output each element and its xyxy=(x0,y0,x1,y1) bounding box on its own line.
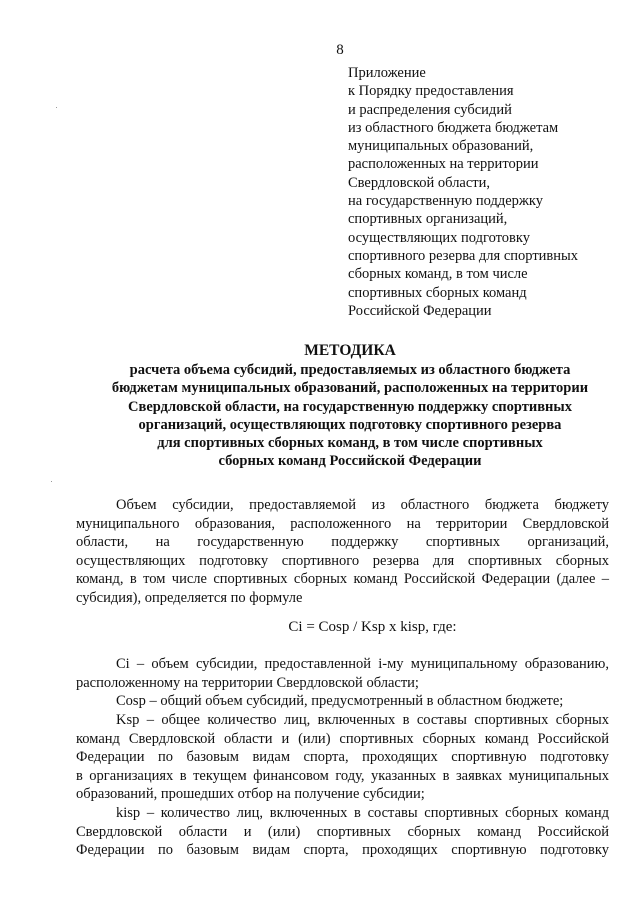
appendix-line: к Порядку предоставления xyxy=(348,83,514,100)
appendix-line: Российской Федерации xyxy=(348,302,492,319)
appendix-header xyxy=(348,64,608,320)
scan-speck xyxy=(56,107,57,108)
intro-paragraph xyxy=(76,496,609,608)
paragraph-line: муниципального образования, расположенного на территории Свердловской xyxy=(76,515,609,532)
paragraph-line: в организациях в текущем финансовом году, указанных в заявках муниципальных xyxy=(76,767,609,784)
page-number: 8 xyxy=(336,42,344,58)
definition-cosp xyxy=(76,692,609,711)
paragraph-line: Федерации по базовым видам спорта, проходящих спортивную подготовку xyxy=(76,749,609,766)
appendix-line: спортивного резерва для спортивных xyxy=(348,247,579,264)
document-subtitle-line: бюджетам муниципальных образований, расположенных на территории xyxy=(111,380,589,397)
definition-kisp xyxy=(76,804,609,860)
paragraph-line: команд, в том числе спортивных сборных команд Российской Федерации (далее – xyxy=(76,571,609,588)
appendix-line: сборных команд, в том числе xyxy=(348,266,528,283)
paragraph-line: субсидия), определяется по формуле xyxy=(76,589,303,606)
paragraph-line: Объем субсидии, предоставляемой из областного бюджета бюджету xyxy=(116,497,609,513)
paragraph-line: расположенному на территории Свердловской области; xyxy=(76,674,419,691)
formula: Ci = Cosp / Ksp x kisp, где: xyxy=(288,619,457,635)
document-subtitle-line: для спортивных сборных команд, в том числе спортивных xyxy=(157,435,543,452)
definition-ksp xyxy=(76,711,609,804)
definition-ci xyxy=(76,655,609,692)
paragraph-line: команд Свердловской области и (или) спортивных сборных команд Российской xyxy=(76,730,609,747)
appendix-line: муниципальных образований, xyxy=(348,138,534,155)
paragraph-line: Ci – объем субсидии, предоставленной i-му муниципальному образованию, xyxy=(116,656,609,672)
appendix-line: Свердловской области, xyxy=(348,174,491,191)
paragraph-line: области, на государственную поддержку спортивных организаций, xyxy=(76,534,609,551)
document-subtitle-line: расчета объема субсидий, предоставляемых из областного бюджета xyxy=(129,362,571,378)
document-subtitle-line: Свердловской области, на государственную поддержку спортивных xyxy=(128,398,572,415)
scan-speck xyxy=(51,481,52,482)
appendix-line: осуществляющих подготовку xyxy=(348,229,530,246)
paragraph-line: kisp – количество лиц, включенных в составы спортивных сборных команд xyxy=(116,805,609,821)
appendix-line: из областного бюджета бюджетам xyxy=(348,119,559,136)
paragraph-line: образований, прошедших отбор на получение субсидии; xyxy=(76,786,425,803)
document-subtitle-line: сборных команд Российской Федерации xyxy=(218,453,482,470)
paragraph-line: Федерации по базовым видам спорта, проходящих спортивную подготовку xyxy=(76,842,609,859)
appendix-line: и распределения субсидий xyxy=(348,101,512,118)
paragraph-line: Свердловской области и (или) спортивных сборных команд Российской xyxy=(76,823,609,840)
appendix-line: на государственную поддержку xyxy=(348,193,543,210)
appendix-line: спортивных организаций, xyxy=(348,211,508,228)
paragraph-line: осуществляющих подготовку спортивного резерва для спортивных сборных xyxy=(76,552,609,569)
paragraph-line: Ksp – общее количество лиц, включенных в составы спортивных сборных xyxy=(116,712,609,728)
document-subtitle-line: организаций, осуществляющих подготовку спортивного резерва xyxy=(138,416,562,433)
appendix-line: спортивных сборных команд xyxy=(348,284,527,301)
document-title: МЕТОДИКА xyxy=(304,342,396,359)
appendix-line: расположенных на территории xyxy=(348,156,539,173)
document-title-block xyxy=(60,342,640,471)
paragraph-line: Cosp – общий объем субсидий, предусмотренный в областном бюджете; xyxy=(116,693,564,709)
appendix-line: Приложение xyxy=(348,65,426,81)
